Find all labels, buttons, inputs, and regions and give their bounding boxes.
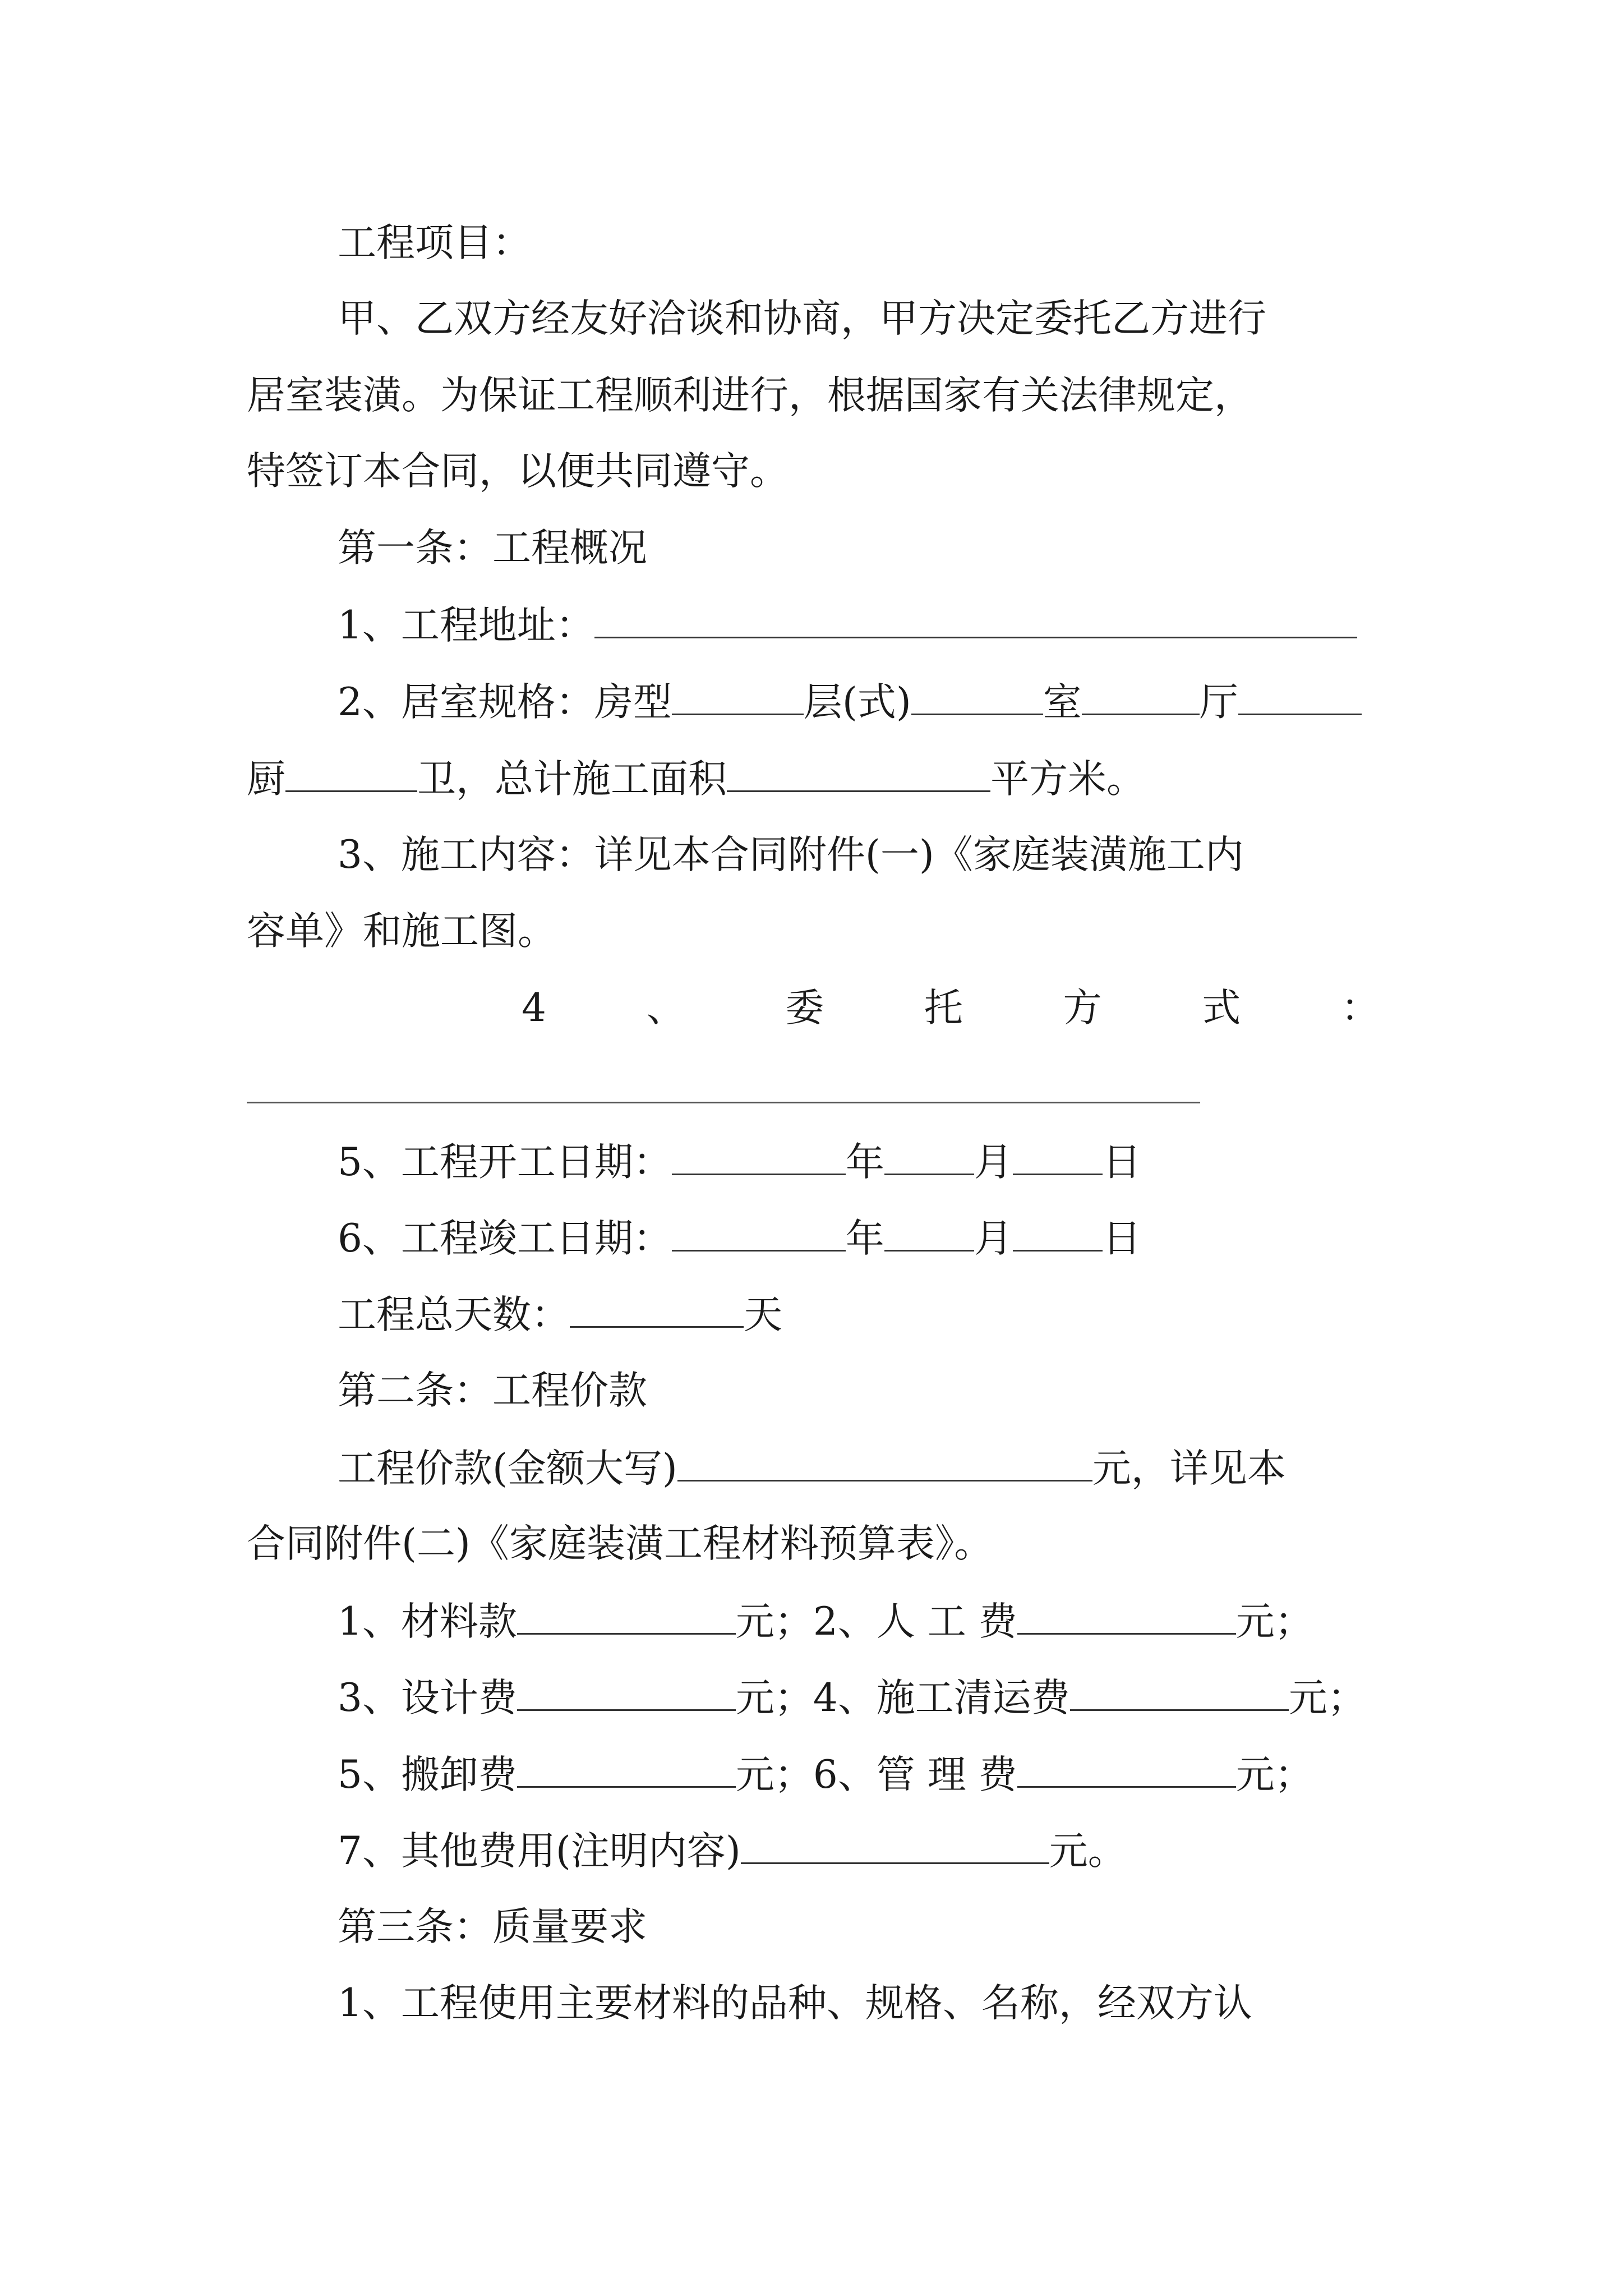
text: 元；	[1288, 1676, 1366, 1720]
text: 1、工程地址：	[338, 603, 594, 648]
paragraph-line	[247, 832, 1470, 877]
text: 托	[924, 986, 963, 1030]
fee-line-1	[247, 1598, 1470, 1644]
text: 元；6、管 理 费	[735, 1752, 1017, 1797]
text: 工程价款(金额大写)	[338, 1446, 677, 1491]
text: 第一条：工程概况	[338, 526, 647, 570]
text: 合同附件(二)《家庭装潢工程材料预算表》。	[247, 1521, 993, 1566]
text: 3、施工内容：详见本合同附件(一)《家庭装潢施工内	[338, 832, 1244, 877]
floor-blank[interactable]	[911, 679, 1043, 715]
text: 日	[1102, 1216, 1141, 1261]
text: 4	[522, 986, 546, 1030]
total-days-blank[interactable]	[570, 1291, 744, 1328]
text: 元；	[1235, 1752, 1313, 1797]
text: 年	[845, 1216, 884, 1261]
paragraph-line	[247, 449, 1380, 494]
text: 厅	[1199, 680, 1238, 725]
text: 5、工程开工日期：	[338, 1140, 672, 1185]
start-day-blank[interactable]	[1013, 1139, 1103, 1175]
article-3-heading	[247, 1904, 1470, 1949]
text: 元；2、人 工 费	[735, 1599, 1017, 1644]
text: 7、其他费用(注明内容)	[338, 1829, 741, 1874]
text: 年	[845, 1140, 884, 1185]
area-blank[interactable]	[727, 756, 990, 792]
text: 5、搬卸费	[338, 1752, 517, 1797]
fee-line-2	[247, 1674, 1470, 1720]
text: 元，详见本	[1092, 1446, 1286, 1491]
design-fee-blank[interactable]	[517, 1674, 736, 1711]
room-spec-line	[247, 679, 1470, 725]
article-1-heading	[247, 526, 1470, 570]
commission-method-blank[interactable]	[247, 1102, 1200, 1103]
end-month-blank[interactable]	[884, 1215, 974, 1251]
paragraph-line	[247, 1521, 1380, 1566]
text: 室	[1043, 680, 1082, 725]
price-line	[247, 1445, 1470, 1491]
text: 委	[785, 986, 824, 1030]
text: 元；	[1235, 1599, 1313, 1644]
article-2-heading	[247, 1368, 1470, 1413]
text: 厨	[247, 757, 285, 802]
text: 6、工程竣工日期：	[338, 1216, 672, 1261]
fee-line-3	[247, 1751, 1470, 1797]
text: 天	[744, 1292, 782, 1337]
text: 平方米。	[990, 757, 1145, 802]
labor-fee-blank[interactable]	[1017, 1598, 1236, 1635]
other-fee-blank[interactable]	[741, 1828, 1049, 1864]
paragraph-line	[247, 1981, 1470, 2026]
start-date-line	[247, 1139, 1470, 1185]
text: 月	[974, 1216, 1013, 1261]
hall-blank[interactable]	[1238, 679, 1362, 715]
material-fee-blank[interactable]	[517, 1598, 736, 1635]
text: 第二条：工程价款	[338, 1368, 647, 1413]
text: 日	[1102, 1140, 1141, 1185]
other-fee-line	[247, 1828, 1470, 1874]
price-amount-blank[interactable]	[677, 1445, 1092, 1481]
text: 1、工程使用主要材料的品种、规格、名称，经双方认	[338, 1981, 1252, 2026]
end-day-blank[interactable]	[1013, 1215, 1103, 1251]
text: ：	[1340, 986, 1380, 1030]
project-heading	[247, 220, 1470, 265]
address-line	[247, 602, 1470, 648]
text: 、	[646, 986, 685, 1030]
start-year-blank[interactable]	[672, 1139, 846, 1175]
commission-method-line	[247, 986, 1380, 1030]
room-spec-line-2	[247, 756, 1380, 802]
end-date-line	[247, 1215, 1470, 1261]
text: 月	[974, 1140, 1013, 1185]
text: 特签订本合同，以便共同遵守。	[247, 449, 789, 494]
total-days-line	[247, 1291, 1470, 1337]
text: 方	[1063, 986, 1102, 1030]
text: 2、居室规格：房型	[338, 680, 672, 725]
text: 层(式)	[803, 680, 911, 725]
cleanup-fee-blank[interactable]	[1070, 1674, 1289, 1711]
text: 工程总天数：	[338, 1292, 570, 1337]
address-blank[interactable]	[594, 602, 1357, 638]
text: 甲、乙双方经友好洽谈和协商，甲方决定委托乙方进行	[338, 296, 1266, 341]
text: 式	[1202, 986, 1241, 1030]
start-month-blank[interactable]	[884, 1139, 974, 1175]
house-type-blank[interactable]	[672, 679, 804, 715]
paragraph-line	[247, 909, 1380, 954]
text: 工程项目：	[338, 220, 531, 265]
paragraph-line	[247, 373, 1380, 418]
management-fee-blank[interactable]	[1017, 1751, 1236, 1788]
text: 元。	[1049, 1829, 1127, 1874]
text: 元；4、施工清运费	[735, 1676, 1070, 1720]
text: 1、材料款	[338, 1599, 517, 1644]
moving-fee-blank[interactable]	[517, 1751, 736, 1788]
paragraph-line	[247, 296, 1470, 341]
text: 容单》和施工图。	[247, 909, 556, 954]
text: 第三条：质量要求	[338, 1904, 647, 1949]
end-year-blank[interactable]	[672, 1215, 846, 1251]
room-blank[interactable]	[1082, 679, 1200, 715]
text: 居室装潢。为保证工程顺利进行，根据国家有关法律规定，	[247, 373, 1253, 418]
text: 卫，总计施工面积	[417, 757, 727, 802]
kitchen-blank[interactable]	[285, 756, 417, 792]
text: 3、设计费	[338, 1676, 517, 1720]
